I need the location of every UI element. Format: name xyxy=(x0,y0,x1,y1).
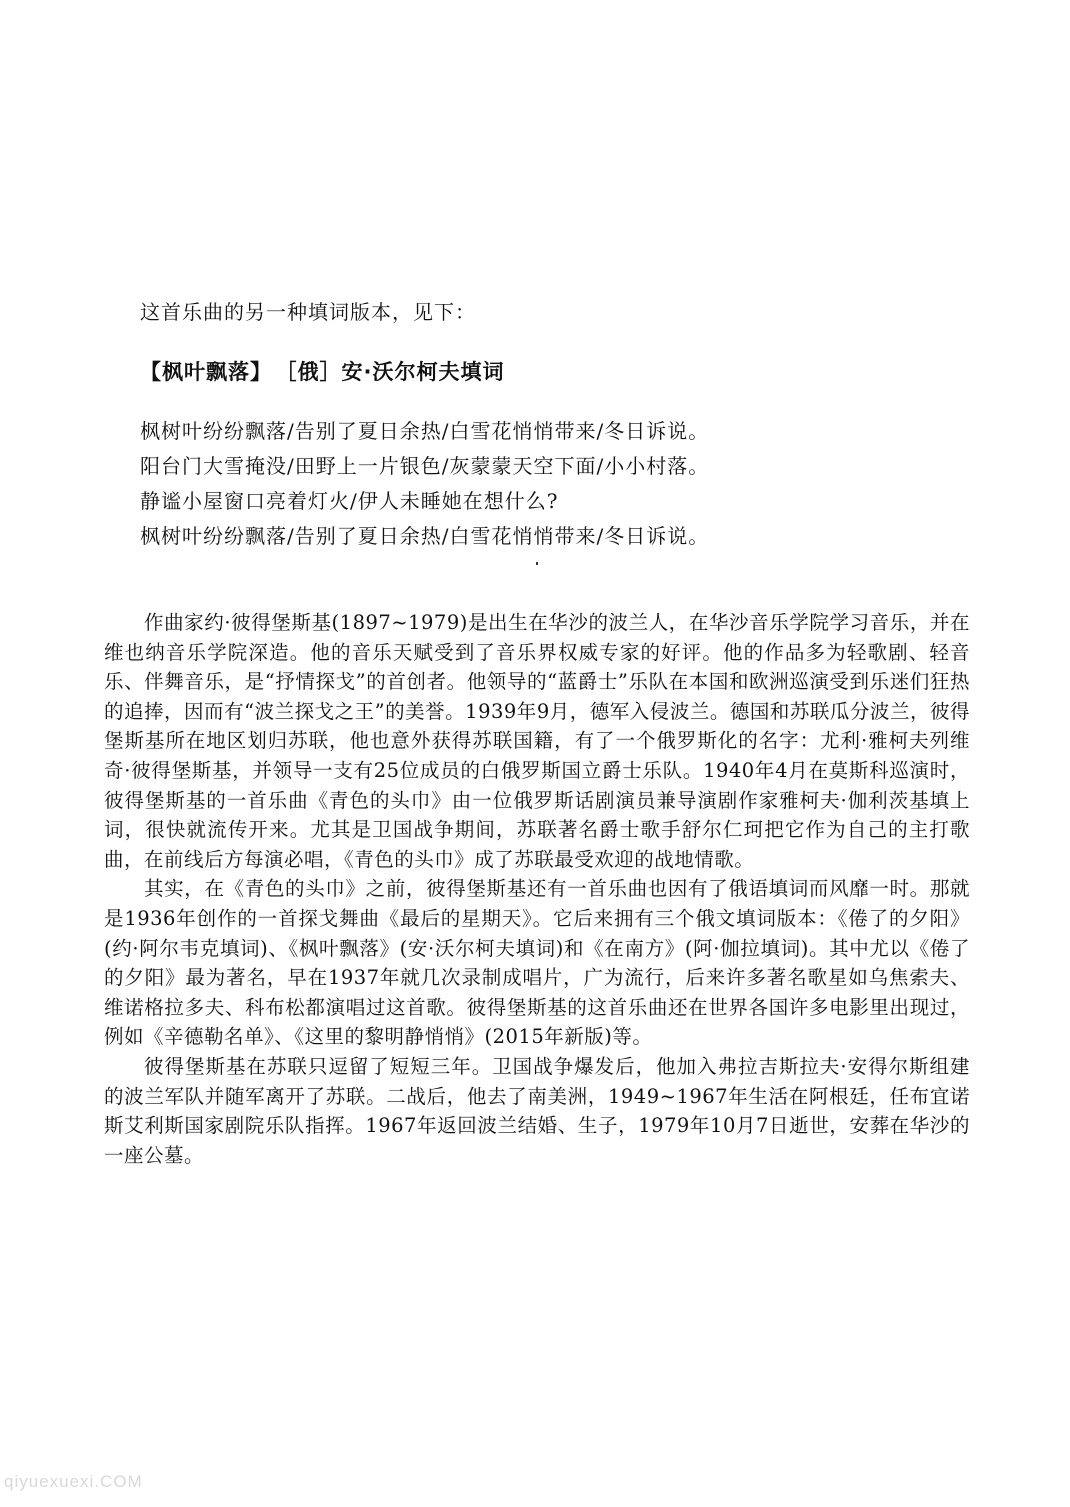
lyric-line: 静谧小屋窗口亮着灯火/伊人未睡她在想什么? xyxy=(140,489,559,513)
lyric-line: 阳台门大雪掩没/田野上一片银色/灰蒙蒙天空下面/小小村落。 xyxy=(140,454,710,478)
paragraph: 其实，在《青色的头巾》之前，彼得堡斯基还有一首乐曲也因有了俄语填词而风靡一时。那就是1936年创作的一首探戈舞曲《最后的星期天》。它后来拥有三个俄文填词版本：《倦了的夕阳》(约·阿尔韦克填词)、《枫叶飘落》(安·沃尔柯夫填词)和《在南方》(阿·伽拉填词)。其中尤以《倦了的夕阳》最为著名，早在1937年就几次录制成唱片，广为流行，后来许多著名歌星如乌焦索夫、维诺格拉多夫、科布松都演唱过这首歌。彼得堡斯基的这首乐曲还在世界各国许多电影里出现过，例如《辛德勒名单》、《这里的黎明静悄悄》(2015年新版)等。 xyxy=(104,877,970,1049)
lyric-line: 枫树叶纷纷飘落/告别了夏日余热/白雪花悄悄带来/冬日诉说。 xyxy=(140,524,710,548)
scan-speck xyxy=(536,562,538,565)
song-title xyxy=(140,356,504,386)
intro-text: 这首乐曲的另一种填词版本，见下： xyxy=(140,300,476,324)
body-text xyxy=(104,608,970,1170)
song-title-name: 【枫叶飘落】 xyxy=(140,360,272,384)
site-watermark: qiyuexuexi.COM xyxy=(4,1472,143,1491)
lyric-line: 枫树叶纷纷飘落/告别了夏日余热/白雪花悄悄带来/冬日诉说。 xyxy=(140,419,710,443)
lyrics-block xyxy=(140,414,900,554)
song-lyricist-credit: ［俄］安·沃尔柯夫填词 xyxy=(286,360,505,384)
paragraph: 彼得堡斯基在苏联只逗留了短短三年。卫国战争爆发后，他加入弗拉吉斯拉夫·安得尔斯组建的波兰军队并随军离开了苏联。二战后，他去了南美洲，1949~1967年生活在阿根廷，任布宜诺斯艾利斯国家剧院乐队指挥。1967年返回波兰结婚、生子，1979年10月7日逝世，安葬在华沙的一座公墓。 xyxy=(104,1054,970,1167)
paragraph: 作曲家约·彼得堡斯基(1897~1979)是出生在华沙的波兰人，在华沙音乐学院学习音乐，并在维也纳音乐学院深造。他的音乐天赋受到了音乐界权威专家的好评。他的作品多为轻歌剧、轻音乐、伴舞音乐，是“抒情探戈”的首创者。他领导的“蓝爵士”乐队在本国和欧洲巡演受到乐迷们狂热的追捧，因而有“波兰探戈之王”的美誉。1939年9月，德军入侵波兰。德国和苏联瓜分波兰，彼得堡斯基所在地区划归苏联，他也意外获得苏联国籍，有了一个俄罗斯化的名字：尤利·雅柯夫列维奇·彼得堡斯基，并领导一支有25位成员的白俄罗斯国立爵士乐队。1940年4月在莫斯科巡演时，彼得堡斯基的一首乐曲《青色的头巾》由一位俄罗斯话剧演员兼导演剧作家雅柯夫·伽利茨基填上词，很快就流传开来。尤其是卫国战争期间，苏联著名爵士歌手舒尔仁珂把它作为自己的主打歌曲，在前线后方每演必唱，《青色的头巾》成了苏联最受欢迎的战地情歌。 xyxy=(104,611,970,871)
